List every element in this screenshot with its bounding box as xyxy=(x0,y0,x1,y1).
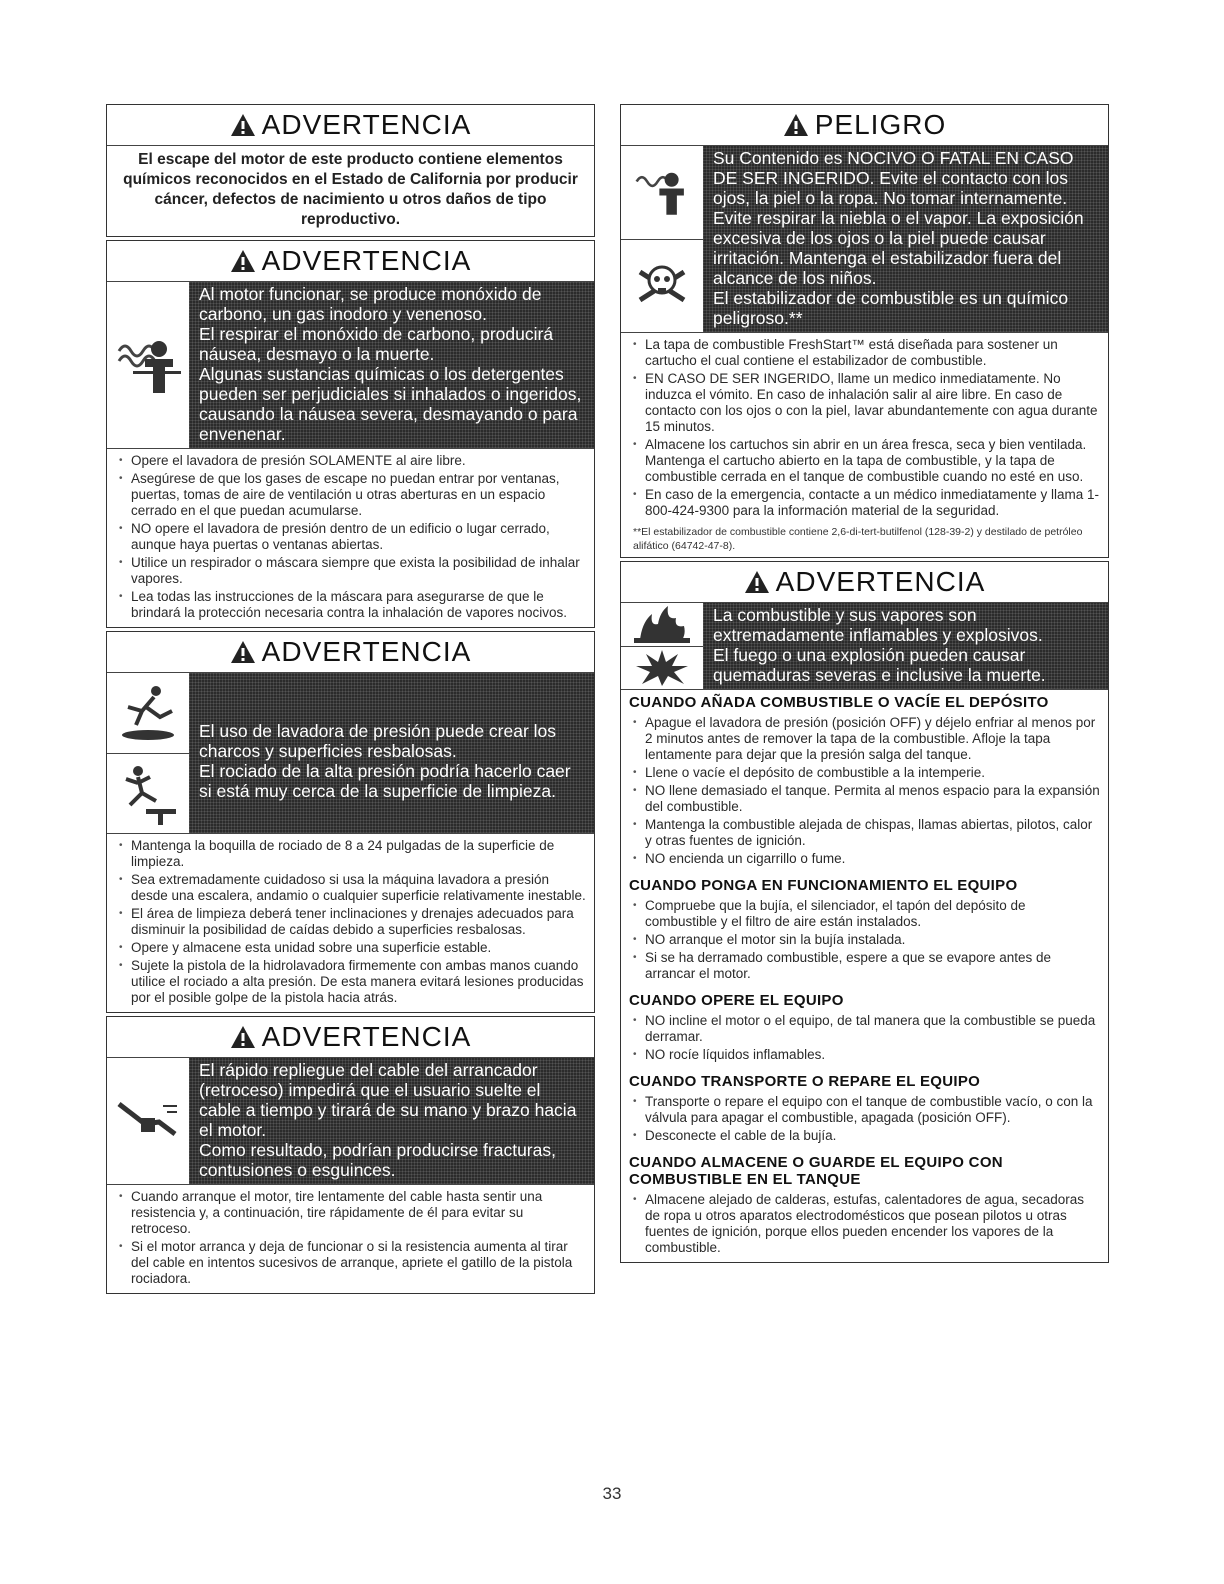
list-item: • Desconecte el cable de la bujía. xyxy=(633,1128,1100,1144)
bullet-list xyxy=(107,834,594,1012)
section-heading: CUANDO ALMACENE O GUARDE EL EQUIPO CON COMBUSTIBLE EN EL TANQUE xyxy=(629,1154,1003,1188)
list-item: • Mantenga la boquilla de rociado de 8 a 24 pulgadas de la superficie de limpieza. xyxy=(119,838,586,870)
bullet-list xyxy=(621,894,1108,988)
list-item: • EN CASO DE SER INGERIDO, llame un medico inmediatamente. No induzca el vómito. En caso de inhalación salir al aire libre. En caso de contacto con los ojos o con la piel, lavar abundantemente con agua durante 15 minutos. xyxy=(633,371,1100,435)
warning-message-row xyxy=(107,1058,594,1185)
warning-triangle-icon xyxy=(783,108,809,148)
section-heading: CUANDO OPERE EL EQUIPO xyxy=(629,992,844,1009)
list-item: • Asegúrese de que los gases de escape no puedan entrar por ventanas, puertas, tomas de aire de ventilación u otras aberturas en un espacio cerrado en el que puedan acumularse. xyxy=(119,471,586,519)
warning-triangle-icon xyxy=(230,1020,256,1060)
list-item: • Llene o vacíe el depósito de combustible a la intemperie. xyxy=(633,765,1100,781)
list-item: • NO incline el motor o el equipo, de tal manera que la combustible se pueda derramar. xyxy=(633,1013,1100,1045)
warning-triangle-icon xyxy=(230,108,256,148)
warning-message-row xyxy=(621,603,1108,690)
list-item: • La tapa de combustible FreshStart™ está diseñada para sostener un cartucho el cual contiene el estabilizador de combustible. xyxy=(633,337,1100,369)
skull-crossbones-icon xyxy=(621,239,703,333)
box-title: PELIGRO xyxy=(621,105,1108,146)
list-item: • Opere el lavadora de presión SOLAMENTE al aire libre. xyxy=(119,453,586,469)
box-title: ADVERTENCIA xyxy=(621,562,1108,603)
icon-panel xyxy=(621,146,703,332)
warning-message-row xyxy=(107,282,594,449)
recoil-hand-icon xyxy=(115,1094,181,1149)
list-item: • Compruebe que la bujía, el silenciador, el tapón del depósito de combustible y el filtro de aire están instalados. xyxy=(633,898,1100,930)
warning-text-panel: El uso de lavadora de presión puede crear los charcos y superficies resbalosas. El rociado de la alta presión podría hacerlo caer si está muy cerca de la superficie de limpieza. xyxy=(189,673,594,833)
section-heading: CUANDO AÑADA COMBUSTIBLE O VACÍE EL DEPÓSITO xyxy=(629,694,1049,711)
icon-panel xyxy=(621,603,703,689)
slip-hazard-icon xyxy=(107,673,189,753)
fuel-fire-warning-box xyxy=(620,561,1109,1263)
icon-panel xyxy=(107,282,189,448)
warning-message-row xyxy=(107,673,594,834)
slip-fall-warning-box xyxy=(106,631,595,1013)
prop65-text: El escape del motor de este producto contiene elementos químicos reconocidos en el Estado de California por producir cáncer, defectos de nacimiento u otros daños de tipo reproductivo. xyxy=(123,151,578,228)
list-item: • Mantenga la combustible alejada de chispas, llamas abiertas, pilotos, calor y otras fuentes de ignición. xyxy=(633,817,1100,849)
list-item: • Si el motor arranca y deja de funcionar o si la resistencia aumenta al tirar del cable en intentos sucesivos de arranque, apriete el gatillo de la pistola rociadora. xyxy=(119,1239,586,1287)
warning-message-row xyxy=(621,146,1108,333)
list-item: • NO rocíe líquidos inflamables. xyxy=(633,1047,1100,1063)
bullet-list xyxy=(621,1188,1108,1262)
box-title: ADVERTENCIA xyxy=(107,105,594,146)
warning-triangle-icon xyxy=(744,565,770,605)
icon-panel xyxy=(107,1058,189,1184)
bullet-list xyxy=(107,1185,594,1293)
list-item: • Almacene los cartuchos sin abrir en un área fresca, seca y bien ventilada. Mantenga el cartucho abierto en la tapa de combustible, y la tapa de combustible cerrada en el tanque de combustible cuando no esté en uso. xyxy=(633,437,1100,485)
bullet-list xyxy=(621,1009,1108,1069)
left-column xyxy=(106,104,595,1297)
prop65-warning-box xyxy=(106,104,595,237)
warning-text-panel: Al motor funcionar, se produce monóxido de carbono, un gas inodoro y venenoso. El respirar el monóxido de carbono, producirá náusea, desmayo o la muerte. Algunas sustancias químicas o los detergentes pueden ser perjudiciales si inhalados o ingeridos, causando la náusea severa, desmayando o para envenenar. xyxy=(189,282,594,448)
box-title: ADVERTENCIA xyxy=(107,632,594,673)
fire-icon xyxy=(621,603,703,646)
warning-triangle-icon xyxy=(230,635,256,675)
list-item: • NO llene demasiado el tanque. Permita al menos espacio para la expansión del combustible. xyxy=(633,783,1100,815)
icon-panel xyxy=(107,673,189,833)
list-item: • Si se ha derramado combustible, espere a que se evapore antes de arrancar el motor. xyxy=(633,950,1100,982)
bullet-list xyxy=(107,449,594,627)
danger-fuel-stabilizer-box xyxy=(620,104,1109,558)
warning-text-panel: La combustible y sus vapores son extremadamente inflamables y explosivos. El fuego o una explosión pueden causar quemaduras severas e inclusive la muerte. xyxy=(703,603,1108,689)
warning-text-panel: El rápido repliegue del cable del arrancador (retroceso) impedirá que el usuario suelte el cable a tiempo y tirará de su mano y brazo hacia el motor. Como resultado, podrían producirse fracturas, contusiones o esguinces. xyxy=(189,1058,594,1184)
section-heading: CUANDO TRANSPORTE O REPARE EL EQUIPO xyxy=(629,1073,981,1090)
list-item: • Lea todas las instrucciones de la máscara para asegurarse de que le brindará la protección necesaria contra la inhalación de vapores nocivos. xyxy=(119,589,586,621)
box-title: ADVERTENCIA xyxy=(107,241,594,282)
footnote: **El estabilizador de combustible contiene 2,6-di-tert-butilfenol (128-39-2) y destilado de petróleo alifático (64742-47-8). xyxy=(633,526,1083,552)
list-item: • NO opere el lavadora de presión dentro de un edificio o lugar cerrado, aunque haya puertas o ventanas abiertas. xyxy=(119,521,586,553)
toxic-fumes-icon xyxy=(115,331,181,400)
list-item: • Apague el lavadora de presión (posición OFF) y déjelo enfriar al menos por 2 minutos antes de remover la tapa de la combustible. Afloje la tapa lentamente para dejar que la presión salga del tanque. xyxy=(633,715,1100,763)
explosion-icon xyxy=(621,646,703,690)
list-item: • NO arranque el motor sin la bujía instalada. xyxy=(633,932,1100,948)
list-item: • Opere y almacene esta unidad sobre una superficie estable. xyxy=(119,940,586,956)
list-item: • NO encienda un cigarrillo o fume. xyxy=(633,851,1100,867)
carbon-monoxide-warning-box xyxy=(106,240,595,628)
section-heading: CUANDO PONGA EN FUNCIONAMIENTO EL EQUIPO xyxy=(629,877,1018,894)
list-item: • Almacene alejado de calderas, estufas, calentadores de agua, secadoras de ropa u otros aparatos electrodomésticos que posean pilotos u otras fuentes de ignición, porque ellos pueden encender los vapores de la combustible. xyxy=(633,1192,1100,1256)
list-item: • En caso de la emergencia, contacte a un médico inmediatamente y llama 1-800-424-9300 para la información material de la seguridad. xyxy=(633,487,1100,519)
toxic-fumes-icon xyxy=(621,146,703,239)
warning-text-panel: Su Contenido es NOCIVO O FATAL EN CASO DE SER INGERIDO. Evite el contacto con los ojos, la piel o la ropa. No tomar internamente. Evite respirar la niebla o el vapor. La exposición excesiva de los ojos o la piel puede causar irritación. Mantenga el estabilizador fuera del alcance de los niños. El estabilizador de combustible es un químico peligroso.** xyxy=(703,146,1108,332)
right-column xyxy=(620,104,1109,1266)
fall-hazard-icon xyxy=(107,753,189,834)
list-item: • Utilice un respirador o máscara siempre que exista la posibilidad de inhalar vapores. xyxy=(119,555,586,587)
list-item: • Transporte o repare el equipo con el tanque de combustible vacío, o con la válvula para apagar el combustible, apagada (posición OFF). xyxy=(633,1094,1100,1126)
list-item: • Sujete la pistola de la hidrolavadora firmemente con ambas manos cuando utilice el rociado a alta presión. De esta manera evitará lesiones producidas por el posible golpe de la pistola hacia atrás. xyxy=(119,958,586,1006)
warning-triangle-icon xyxy=(230,244,256,284)
page-number: 33 xyxy=(602,1484,622,1503)
starter-recoil-warning-box xyxy=(106,1016,595,1294)
list-item: • Cuando arranque el motor, tire lentamente del cable hasta sentir una resistencia y, a continuación, tire rápidamente de él para evitar su retroceso. xyxy=(119,1189,586,1237)
bullet-list xyxy=(621,711,1108,873)
list-item: • Sea extremadamente cuidadoso si usa la máquina lavadora a presión desde una escalera, andamio o cualquier superficie relativamente inestable. xyxy=(119,872,586,904)
list-item: • El área de limpieza deberá tener inclinaciones y drenajes adecuados para disminuir la posibilidad de caídas debido a superficies resbalosas. xyxy=(119,906,586,938)
bullet-list xyxy=(621,333,1108,525)
box-title: ADVERTENCIA xyxy=(107,1017,594,1058)
bullet-list xyxy=(621,1090,1108,1150)
